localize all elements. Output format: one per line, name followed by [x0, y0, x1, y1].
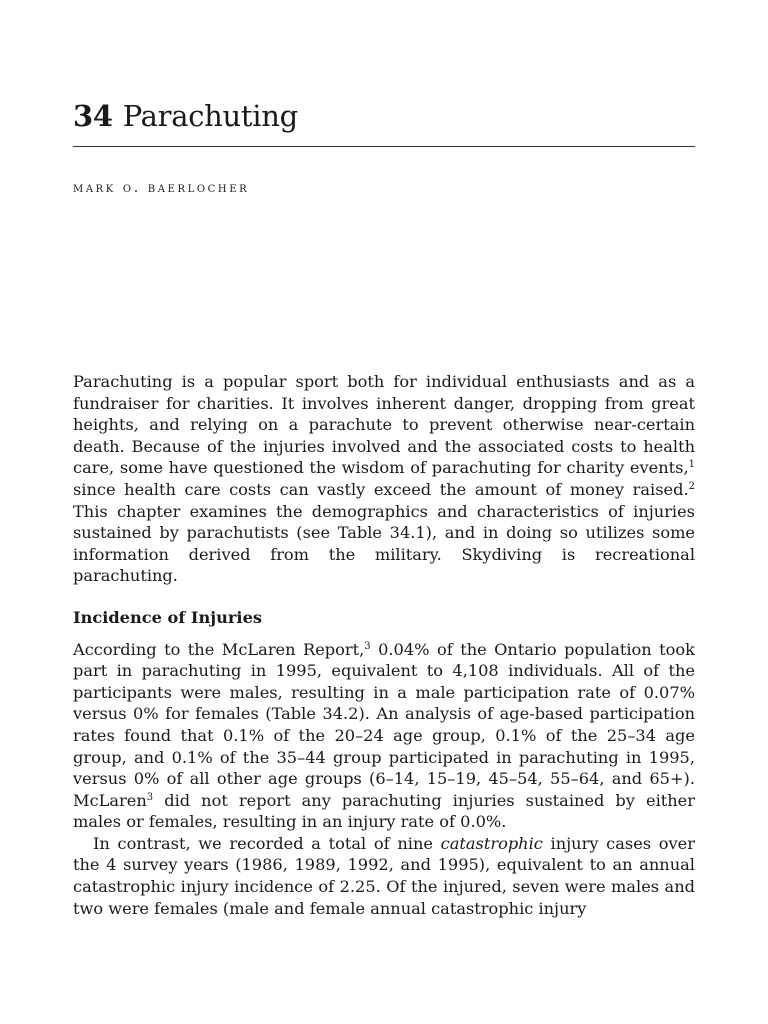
- chapter-author: mark o. baerlocher: [73, 180, 250, 196]
- text-run: injury cases over the 4 survey years (1986, 1989, 1992, and 1995), equivalent to an annual catastrophic injury incidence of 2.25. Of the injured, seven were males and two were females (male and female annual catastrophic injury: [73, 833, 695, 918]
- footnote-ref-2: 2: [688, 480, 695, 492]
- text-run: According to the McLaren Report,: [73, 639, 365, 659]
- text-run: Parachuting is a popular sport both for individual enthusiasts and as a fundraiser for charities. It involves inherent danger, dropping from great heights, and relying on a parachute to prevent otherwise near-certain death. Because of the injuries involved and the associated costs to health care, some have questioned the wisdom of parachuting for charity events,: [73, 372, 695, 478]
- chapter-title-text: Parachuting: [122, 99, 298, 133]
- incidence-paragraph-2: [73, 833, 695, 919]
- chapter-body: [73, 371, 695, 919]
- chapter-title: [73, 96, 298, 136]
- footnote-ref-3b: 3: [146, 791, 154, 803]
- footnote-ref-3: 3: [364, 640, 371, 652]
- incidence-paragraph-1: [73, 639, 695, 833]
- text-run: This chapter examines the demographics and characteristics of injuries sustained by parachutists (see Table 34.1), and in doing so utilizes some information derived from the military. Skydiving is recreational parachuting.: [73, 501, 695, 586]
- title-rule: [73, 146, 695, 147]
- intro-paragraph: [73, 371, 695, 587]
- chapter-number: 34: [73, 99, 113, 133]
- footnote-ref-1: 1: [688, 459, 695, 471]
- emphasis-text: catastrophic: [440, 833, 543, 853]
- text-run: did not report any parachuting injuries sustained by either males or females, resulting in an injury rate of 0.0%.: [73, 790, 695, 832]
- text-run: 0.04% of the Ontario population took part in parachuting in 1995, equivalent to 4,108 individuals. All of the participants were males, resulting in a male participation rate of 0.07% versus 0% for females (Table 34.2). An analysis of age-based participation rates found that 0.1% of the 20–24 age group, 0.1% of the 25–34 age group, and 0.1% of the 35–44 group participated in parachuting in 1995, versus 0% of all other age groups (6–14, 15–19, 45–54, 55–64, and 65+). McLaren: [73, 639, 695, 810]
- section-heading: Incidence of Injuries: [73, 607, 262, 627]
- text-run: since health care costs can vastly exceed the amount of money raised.: [73, 479, 689, 499]
- text-run: In contrast, we recorded a total of nine: [93, 833, 441, 853]
